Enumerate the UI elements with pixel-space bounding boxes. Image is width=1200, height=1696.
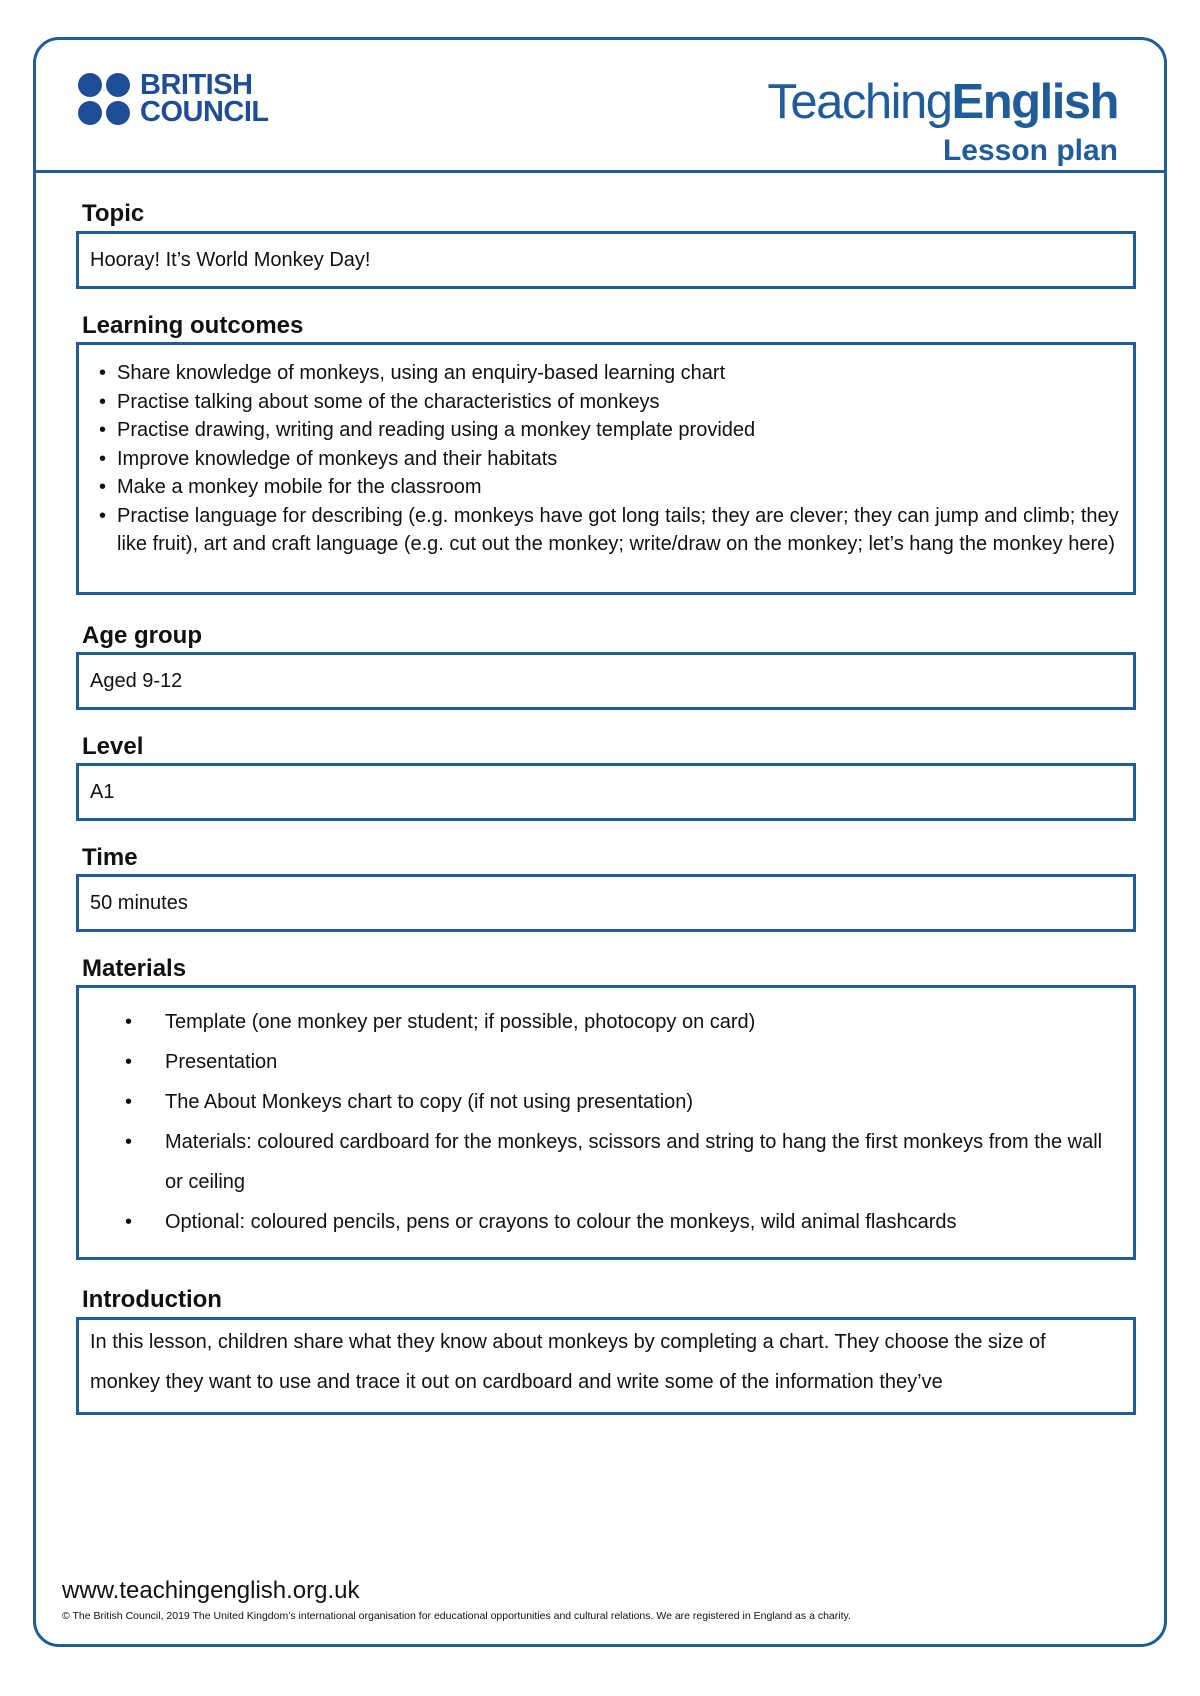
materials-list [79,988,1133,1242]
lesson-plan-label: Lesson plan [942,134,1118,167]
time-box [76,874,1136,932]
list-item: • Optional: coloured pencils, pens or crayons to colour the monkeys, wild animal flashcards [79,1202,1125,1242]
list-item: • Materials: coloured cardboard for the monkeys, scissors and string to hang the first monkeys from the wall or ceiling [79,1122,1125,1202]
level-heading: Level [82,733,144,760]
teaching-english-logo [767,74,1118,168]
time-heading: Time [82,844,138,871]
list-item: • Share knowledge of monkeys, using an enquiry-based learning chart [91,359,1125,388]
learning-outcomes-heading: Learning outcomes [82,312,304,339]
list-item: • Practise talking about some of the characteristics of monkeys [91,388,1125,417]
list-item: • Practise language for describing (e.g. monkeys have got long tails; they are clever; they can jump and climb; they like fruit), art and craft language (e.g. cut out the monkey; write/draw on the monkey; let’s hang the monkey here) [91,502,1125,559]
header-divider [33,170,1167,173]
logo-teaching: Teaching [767,75,952,129]
topic-box [76,231,1136,289]
footer-website-link[interactable]: www.teachingenglish.org.uk [62,1577,360,1604]
list-item: • Template (one monkey per student; if possible, photocopy on card) [79,1002,1125,1042]
logo-english: English [951,75,1118,129]
introduction-heading: Introduction [82,1286,222,1313]
list-item: • Presentation [79,1042,1125,1082]
level-value: A1 [90,780,115,803]
materials-heading: Materials [82,955,187,982]
age-group-value: Aged 9-12 [90,669,183,692]
time-value: 50 minutes [90,891,188,914]
introduction-box [76,1317,1136,1415]
list-item: • Improve knowledge of monkeys and their habitats [91,445,1125,474]
age-group-box [76,652,1136,710]
brand-line-2: COUNCIL [140,96,269,128]
topic-heading: Topic [82,200,145,227]
age-group-heading: Age group [82,622,202,649]
materials-box [76,985,1136,1260]
british-council-dots-icon [78,73,130,125]
brand-line-1: BRITISH [140,69,253,101]
introduction-text: In this lesson, children share what they know about monkeys by completing a chart. They choose the size of monkey they want to use and trace it out on cardboard and write some of the information they’ve [90,1331,1046,1393]
level-box [76,763,1136,821]
topic-value: Hooray! It’s World Monkey Day! [90,248,371,271]
british-council-logo [78,69,269,128]
list-item: • Make a monkey mobile for the classroom [91,473,1125,502]
learning-outcomes-list [79,345,1133,559]
learning-outcomes-box [76,342,1136,595]
list-item: • The About Monkeys chart to copy (if not using presentation) [79,1082,1125,1122]
list-item: • Practise drawing, writing and reading using a monkey template provided [91,416,1125,445]
footer-copyright: © The British Council, 2019 The United Kingdom’s international organisation for educational opportunities and cultural relations. We are registered in England as a charity. [62,1610,851,1622]
